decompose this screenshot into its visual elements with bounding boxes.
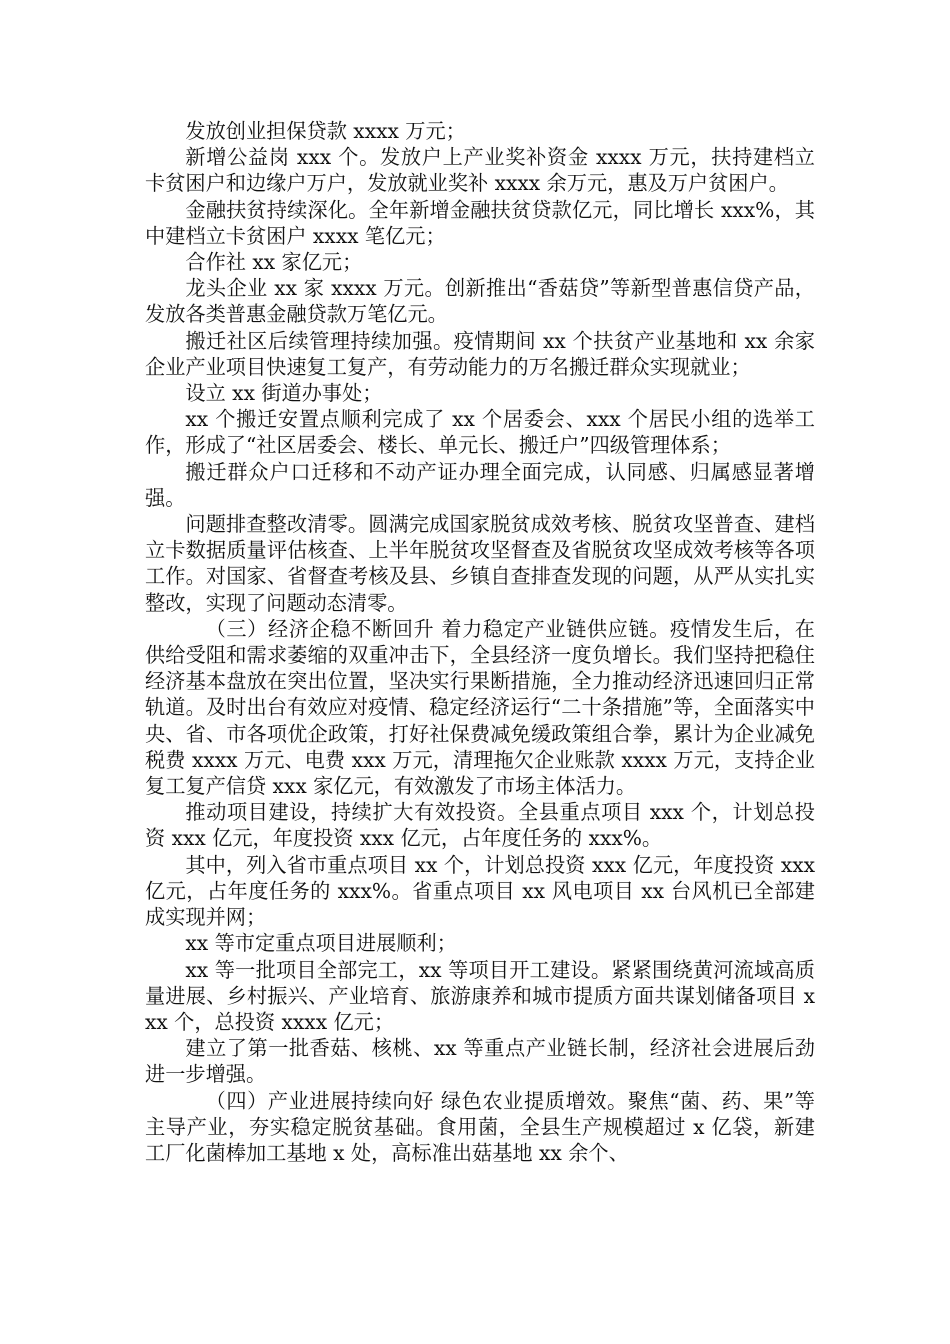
paragraph: 问题排查整改清零。圆满完成国家脱贫成效考核、脱贫攻坚普查、建档立卡数据质量评估核查、上半年脱贫攻坚督查及省脱贫攻坚成效考核等各项工作。对国家、省督查考核及县、乡镇自查排查发现的问题，从严从实扎实整改，实现了问题动态清零。 bbox=[145, 512, 815, 615]
paragraph: 其中，列入省市重点项目 xx 个，计划总投资 xxx 亿元，年度投资 xxx 亿元，占年度任务的 xxx%。省重点项目 xx 风电项目 xx 台风机已全部建成实现并网； bbox=[145, 852, 815, 930]
paragraph: xx 等市定重点项目进展顺利； bbox=[185, 931, 457, 956]
paragraph: xx 个搬迁安置点顺利完成了 xx 个居委会、xxx 个居民小组的选举工作，形成了“社区居委会、楼长、单元长、搬迁户”四级管理体系； bbox=[145, 407, 815, 458]
paragraph: 新增公益岗 xxx 个。发放户上产业奖补资金 xxxx 万元，扶持建档立卡贫困户和边缘户万户，发放就业奖补 xxxx 余万元，惠及万户贫困户。 bbox=[145, 145, 815, 196]
section-heading-paragraph: （四）产业进展持续向好 绿色农业提质增效。聚焦“菌、药、果”等主导产业，夯实稳定脱贫基础。食用菌，全县生产规模超过 x 亿袋，新建工厂化菌棒加工基地 x 处，高标准出菇基地 xx 余个、 bbox=[145, 1088, 815, 1165]
paragraph: 推动项目建设，持续扩大有效投资。全县重点项目 xxx 个，计划总投资 xxx 亿元，年度投资 xxx 亿元，占年度任务的 xxx%。 bbox=[145, 800, 815, 851]
paragraph: 合作社 xx 家亿元； bbox=[185, 250, 363, 275]
paragraph: 设立 xx 街道办事处； bbox=[185, 381, 383, 406]
paragraph: xx 等一批项目全部完工，xx 等项目开工建设。紧紧围绕黄河流域高质量进展、乡村振兴、产业培育、旅游康养和城市提质方面共谋划储备项目 xxx 个，总投资 xxxx 亿元； bbox=[145, 957, 815, 1034]
paragraph: 建立了第一批香菇、核桃、xx 等重点产业链长制，经济社会进展后劲进一步增强。 bbox=[145, 1036, 815, 1087]
paragraph: 金融扶贫持续深化。全年新增金融扶贫贷款亿元，同比增长 xxx%，其中建档立卡贫困户 xxxx 笔亿元； bbox=[145, 197, 815, 248]
paragraph: 发放创业担保贷款 xxxx 万元； bbox=[185, 119, 466, 143]
paragraph: 龙头企业 xx 家 xxxx 万元。创新推出“香菇贷”等新型普惠信贷产品，发放各类普惠金融贷款万笔亿元。 bbox=[145, 276, 815, 327]
paragraph: 搬迁社区后续管理持续加强。疫情期间 xx 个扶贫产业基地和 xx 余家企业产业项目快速复工复产，有劳动能力的万名搬迁群众实现就业； bbox=[145, 328, 815, 379]
section-heading-paragraph: （三）经济企稳不断回升 着力稳定产业链供应链。疫情发生后，在供给受阻和需求萎缩的双重冲击下，全县经济一度负增长。我们坚持把稳住经济基本盘放在突出位置，坚决实行果断措施，全力推动经济迅速回归正常轨道。及时出台有效应对疫情、稳定经济运行“二十条措施”等，全面落实中央、省、市各项优企政策，打好社保费减免缓政策组合拳，累计为企业减免税费 xxxx 万元、电费 xxx 万元，清理拖欠企业账款 xxxx 万元，支持企业复工复产信贷 xxx 家亿元，有效激发了市场主体活力。 bbox=[145, 616, 815, 799]
document-body bbox=[145, 118, 815, 1166]
paragraph: 搬迁群众户口迁移和不动产证办理全面完成，认同感、归属感显著增强。 bbox=[145, 459, 815, 510]
